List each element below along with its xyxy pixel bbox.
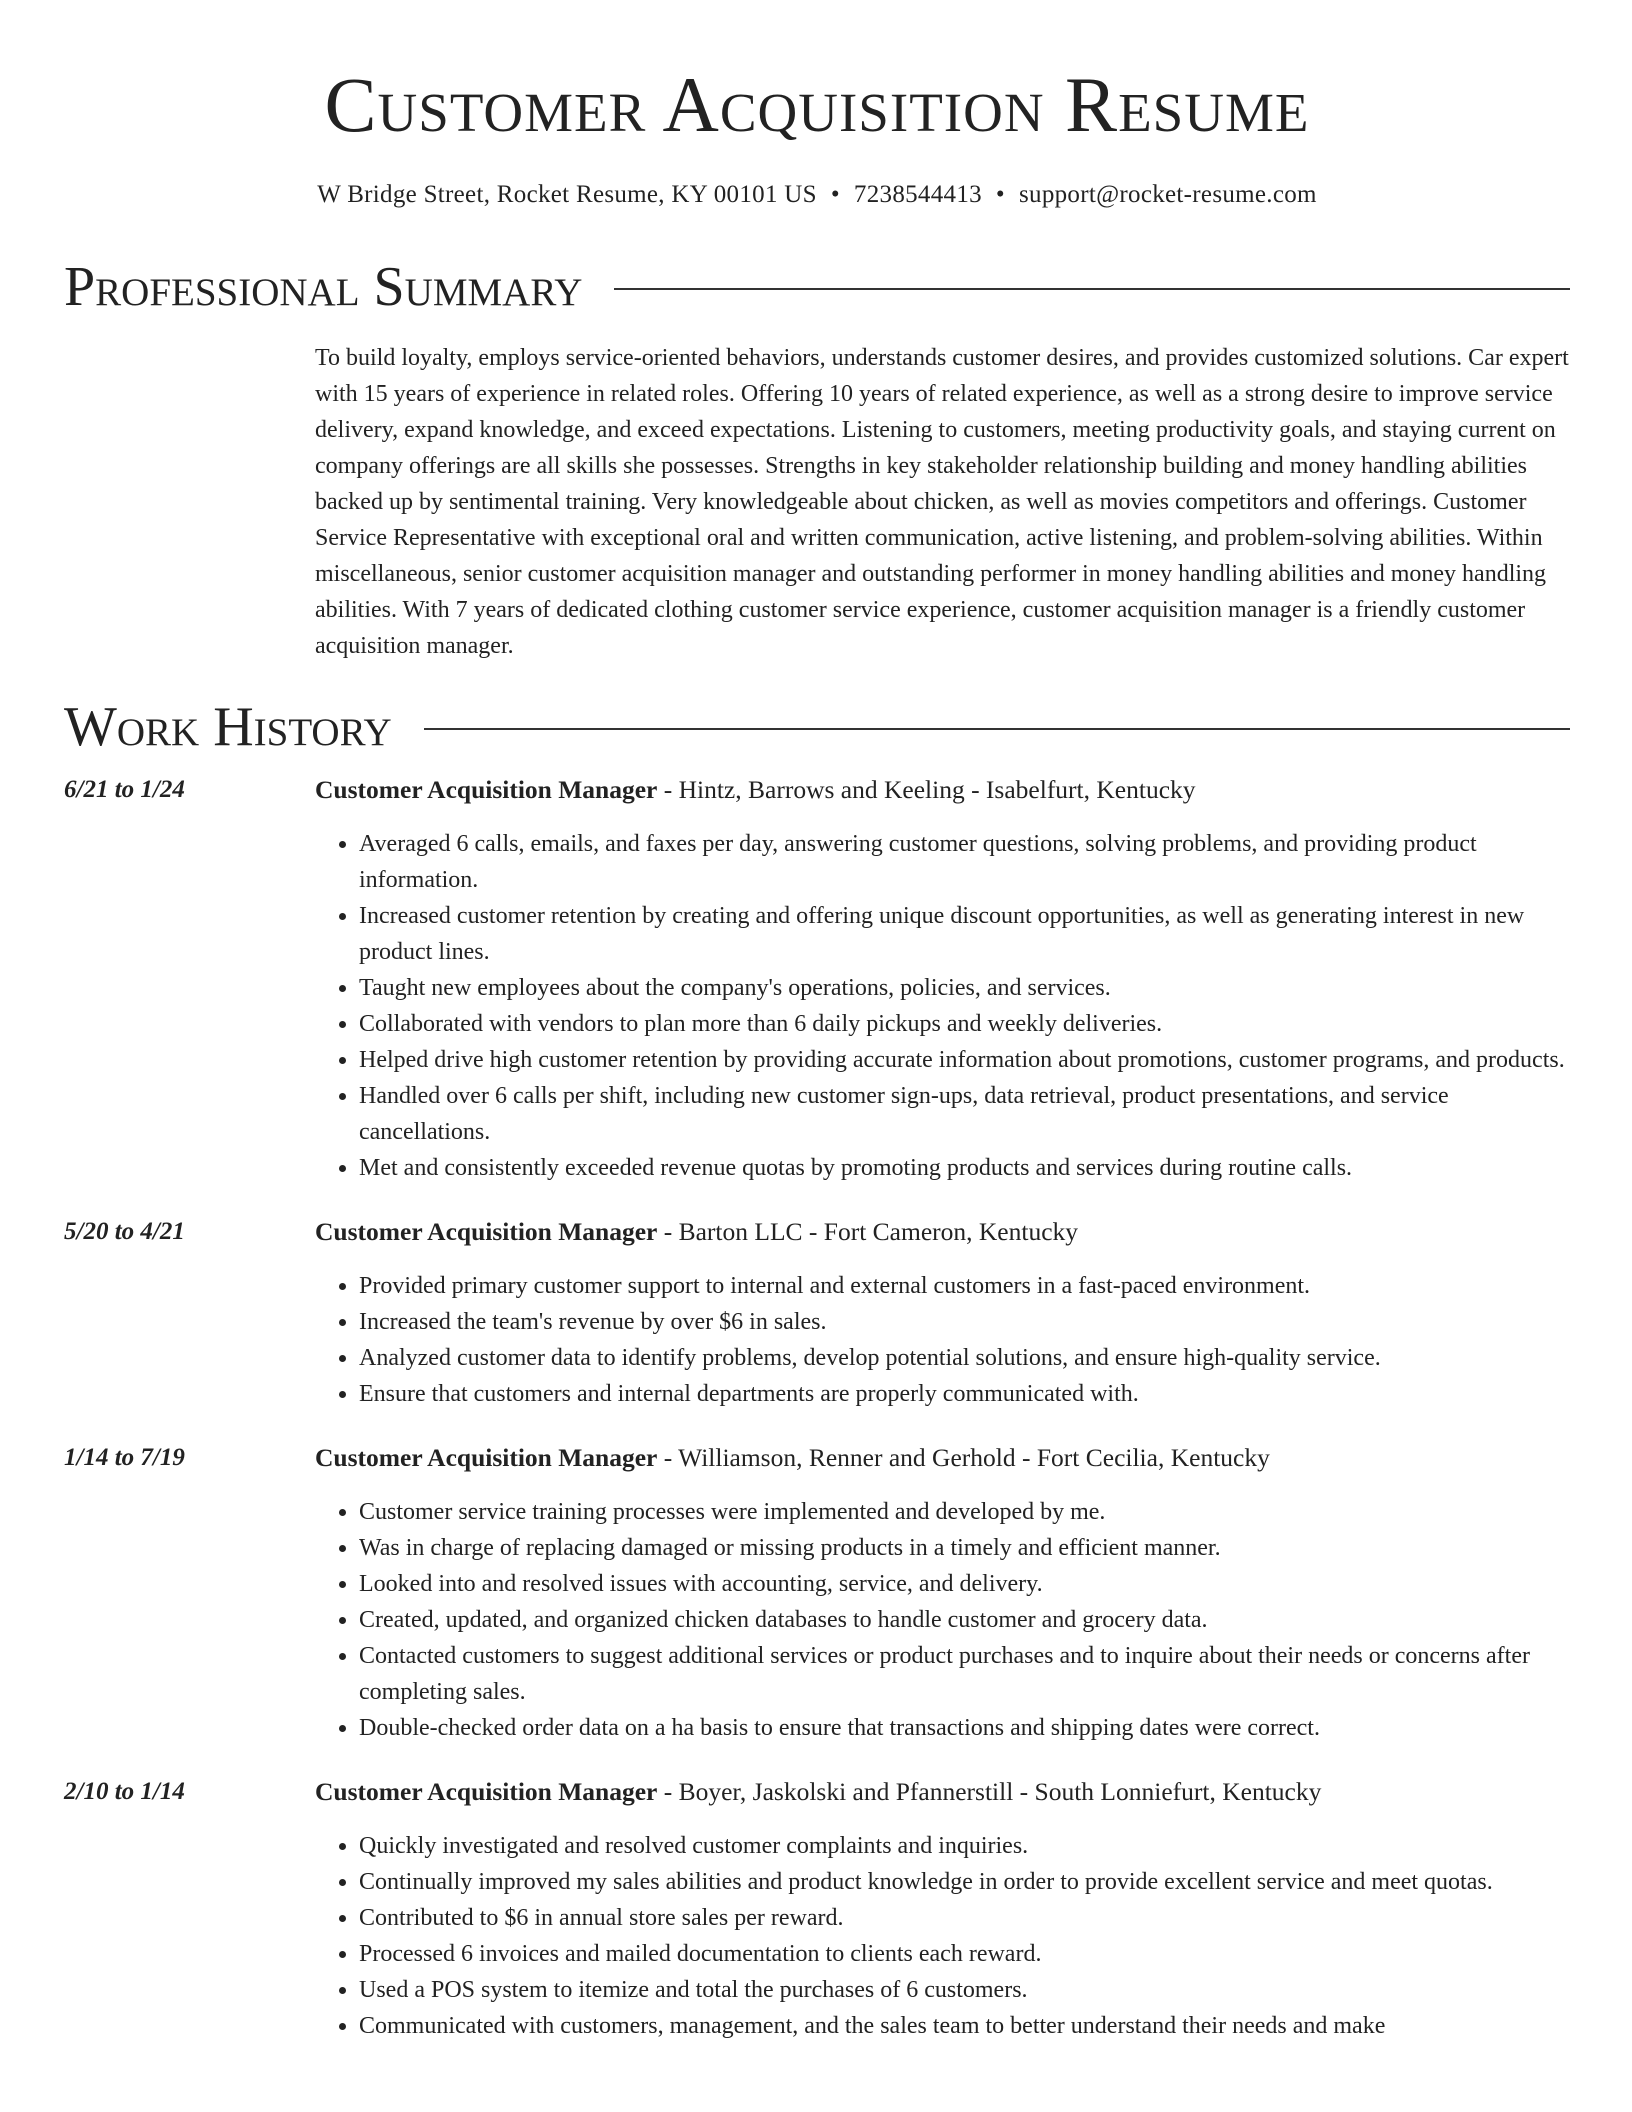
job-bullets xyxy=(315,1268,1570,1412)
job-bullet: • Provided primary customer support to internal and external customers in a fast-paced environment. xyxy=(359,1268,1570,1304)
job-body xyxy=(315,1774,1570,2044)
job-entry xyxy=(64,1440,1570,1746)
job-bullet: • Analyzed customer data to identify problems, develop potential solutions, and ensure high-quality service. xyxy=(359,1340,1570,1376)
job-bullet: • Contacted customers to suggest additional services or product purchases and to inquire about their needs or concerns after completing sales. xyxy=(359,1638,1570,1710)
summary-text: To build loyalty, employs service-oriented behaviors, understands customer desires, and provides customized solutions. Car expert with 15 years of experience in related roles. Offering 10 years of related experience, as well as a strong desire to improve service delivery, expand knowledge, and exceed expectations. Listening to customers, meeting productivity goals, and staying current on company offerings are all skills she possesses. Strengths in key stakeholder relationship building and money handling abilities backed up by sentimental training. Very knowledgeable about chicken, as well as movies competitors and offerings. Customer Service Representative with exceptional oral and written communication, active listening, and problem-solving abilities. Within miscellaneous, senior customer acquisition manager and outstanding performer in money handling abilities and money handling abilities. With 7 years of dedicated clothing customer service experience, customer acquisition manager is a friendly customer acquisition manager. xyxy=(315,345,1569,659)
job-bullets xyxy=(315,1494,1570,1746)
job-bullet: • Helped drive high customer retention by providing accurate information about promotions, customer programs, and products. xyxy=(359,1042,1570,1078)
resume-title: Customer Acquisition Resume xyxy=(324,61,1310,148)
section-divider xyxy=(614,288,1570,290)
job-bullet: • Created, updated, and organized chicken databases to handle customer and grocery data. xyxy=(359,1602,1570,1638)
job-dates: 6/21 to 1/24 xyxy=(64,776,185,803)
job-bullet: • Double-checked order data on a ha basis to ensure that transactions and shipping dates were correct. xyxy=(359,1710,1570,1746)
summary-section-header xyxy=(64,254,1570,320)
job-dates: 5/20 to 4/21 xyxy=(64,1218,185,1245)
job-bullet: • Communicated with customers, management, and the sales team to better understand their needs and make xyxy=(359,2008,1570,2044)
job-header xyxy=(315,1214,1570,1250)
job-bullet: • Looked into and resolved issues with accounting, service, and delivery. xyxy=(359,1566,1570,1602)
job-title: Customer Acquisition Manager xyxy=(315,1443,658,1472)
job-dates: 1/14 to 7/19 xyxy=(64,1444,185,1471)
job-entry xyxy=(64,1774,1570,2044)
job-header xyxy=(315,1440,1570,1476)
contact-separator: • xyxy=(995,181,1005,208)
job-bullet: • Increased the team's revenue by over $6 in sales. xyxy=(359,1304,1570,1340)
work-history-list xyxy=(64,772,1570,2044)
job-bullet: • Handled over 6 calls per shift, including new customer sign-ups, data retrieval, product presentations, and service cancellations. xyxy=(359,1078,1570,1150)
section-divider xyxy=(424,728,1570,730)
job-bullet: • Processed 6 invoices and mailed documentation to clients each reward. xyxy=(359,1936,1570,1972)
job-employer-location: - Barton LLC - Fort Cameron, Kentucky xyxy=(657,1217,1079,1246)
job-body xyxy=(315,772,1570,1186)
job-entry xyxy=(64,772,1570,1186)
contact-separator: • xyxy=(830,181,840,208)
contact-email: support@rocket-resume.com xyxy=(1018,181,1317,208)
job-bullet: • Contributed to $6 in annual store sales per reward. xyxy=(359,1900,1570,1936)
job-bullet: • Ensure that customers and internal departments are properly communicated with. xyxy=(359,1376,1570,1412)
job-bullets xyxy=(315,1828,1570,2044)
job-bullets xyxy=(315,826,1570,1186)
contact-phone: 7238544413 xyxy=(853,181,982,208)
job-dates: 2/10 to 1/14 xyxy=(64,1778,185,1805)
job-bullet: • Collaborated with vendors to plan more than 6 daily pickups and weekly deliveries. xyxy=(359,1006,1570,1042)
contact-address: W Bridge Street, Rocket Resume, KY 00101 US xyxy=(317,181,817,208)
job-header xyxy=(315,1774,1570,1810)
work-heading: Work History xyxy=(64,696,392,758)
job-bullet: • Continually improved my sales abilities and product knowledge in order to provide excellent service and meet quotas. xyxy=(359,1864,1570,1900)
work-section-header xyxy=(64,694,1570,760)
summary-heading: Professional Summary xyxy=(64,256,583,318)
job-bullet: • Was in charge of replacing damaged or missing products in a timely and efficient manner. xyxy=(359,1530,1570,1566)
job-employer-location: - Hintz, Barrows and Keeling - Isabelfurt, Kentucky xyxy=(657,775,1196,804)
job-title: Customer Acquisition Manager xyxy=(315,775,658,804)
job-title: Customer Acquisition Manager xyxy=(315,1777,658,1806)
job-body xyxy=(315,1214,1570,1412)
job-employer-location: - Williamson, Renner and Gerhold - Fort Cecilia, Kentucky xyxy=(657,1443,1270,1472)
job-header xyxy=(315,772,1570,808)
job-bullet: • Customer service training processes were implemented and developed by me. xyxy=(359,1494,1570,1530)
contact-line xyxy=(64,178,1570,212)
job-bullet: • Averaged 6 calls, emails, and faxes per day, answering customer questions, solving problems, and providing product information. xyxy=(359,826,1570,898)
job-bullet: • Increased customer retention by creating and offering unique discount opportunities, as well as generating interest in new product lines. xyxy=(359,898,1570,970)
job-bullet: • Used a POS system to itemize and total the purchases of 6 customers. xyxy=(359,1972,1570,2008)
job-title: Customer Acquisition Manager xyxy=(315,1217,658,1246)
job-body xyxy=(315,1440,1570,1746)
job-bullet: • Quickly investigated and resolved customer complaints and inquiries. xyxy=(359,1828,1570,1864)
job-bullet: • Met and consistently exceeded revenue quotas by promoting products and services during routine calls. xyxy=(359,1150,1570,1186)
job-entry xyxy=(64,1214,1570,1412)
job-employer-location: - Boyer, Jaskolski and Pfannerstill - South Lonniefurt, Kentucky xyxy=(657,1777,1322,1806)
job-bullet: • Taught new employees about the company's operations, policies, and services. xyxy=(359,970,1570,1006)
